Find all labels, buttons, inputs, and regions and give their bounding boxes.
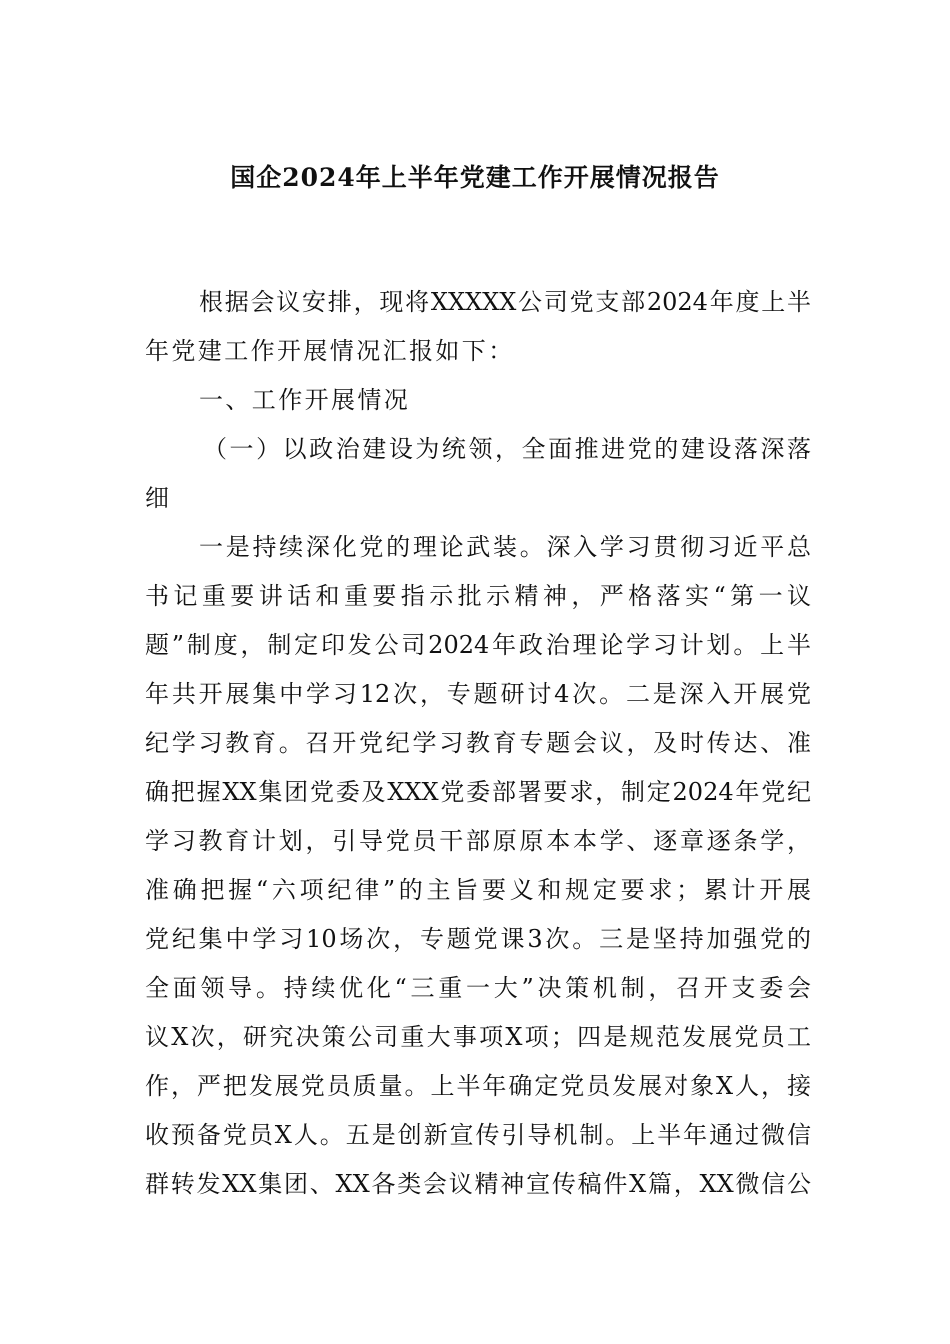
subsection-heading-continuation: 细 [145, 484, 172, 512]
paragraph-line: 准确把握“六项纪律”的主旨要义和规定要求；累计开展 [145, 876, 811, 904]
paragraph-line: 确把握XX集团党委及XXX党委部署要求，制定2024年党纪 [145, 778, 811, 806]
paragraph-line: 学习教育计划，引导党员干部原原本本学、逐章逐条学， [145, 827, 811, 855]
paragraph-line: 群转发XX集团、XX各类会议精神宣传稿件X篇，XX微信公 [145, 1170, 811, 1198]
paragraph-line: 根据会议安排，现将XXXXX公司党支部2024年度上半 [199, 288, 811, 316]
paragraph-line: 收预备党员X人。五是创新宣传引导机制。上半年通过微信 [145, 1121, 811, 1149]
paragraph-line: 纪学习教育。召开党纪学习教育专题会议，及时传达、准 [145, 729, 811, 757]
paragraph-line: 全面领导。持续优化“三重一大”决策机制，召开支委会 [145, 974, 811, 1002]
paragraph-line: 作，严把发展党员质量。上半年确定党员发展对象X人，接 [145, 1072, 811, 1100]
document-title: 国企2024年上半年党建工作开展情况报告 [230, 163, 720, 192]
paragraph-line: 年共开展集中学习12次，专题研讨4次。二是深入开展党 [145, 680, 811, 708]
paragraph-line: 书记重要讲话和重要指示批示精神，严格落实“第一议 [145, 582, 811, 610]
subsection-heading: （一）以政治建设为统领，全面推进党的建设落深落 [203, 435, 811, 463]
paragraph-line: 一是持续深化党的理论武装。深入学习贯彻习近平总 [199, 533, 811, 561]
paragraph-line: 题”制度，制定印发公司2024年政治理论学习计划。上半 [145, 631, 811, 659]
paragraph-line: 议X次，研究决策公司重大事项X项；四是规范发展党员工 [145, 1023, 811, 1051]
section-heading: 一、工作开展情况 [199, 386, 411, 414]
document-body [145, 278, 811, 1209]
paragraph-line: 党纪集中学习10场次，专题党课3次。三是坚持加强党的 [145, 925, 811, 953]
paragraph-line: 年党建工作开展情况汇报如下： [145, 337, 515, 365]
